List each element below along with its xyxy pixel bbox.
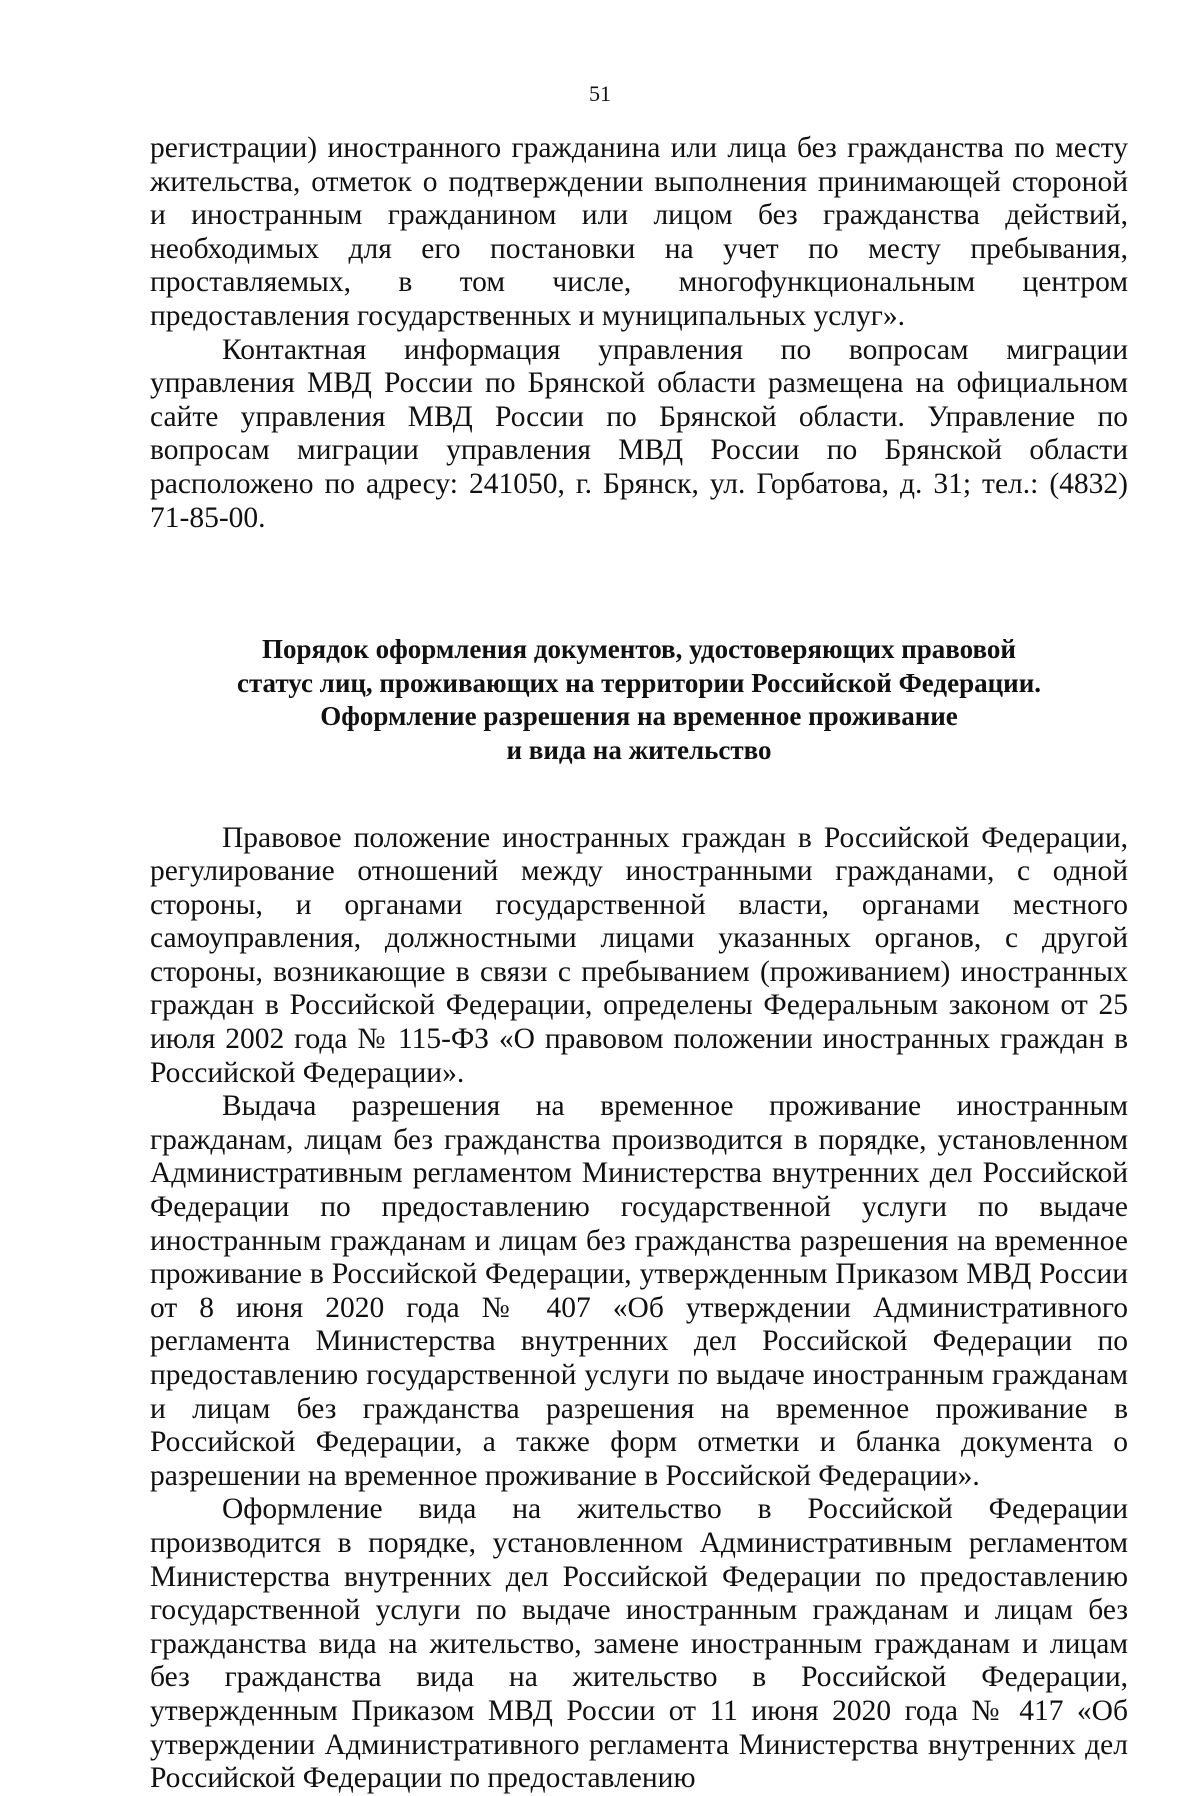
section-heading-line: и вида на жительство (506, 734, 772, 765)
paragraph-contact-info: Контактная информация управления по вопросам миграции управления МВД России по Брянской области размещена на официальном сайте управления МВД России по Брянской области. Управление по вопросам миграции управления МВД России по Брянской области расположено по адресу: 241050, г. Брянск, ул. Горбатова, д. 31; тел.: (4832) 71-85-00. (150, 333, 1128, 534)
paragraph-temporary-residence: Выдача разрешения на временное проживание иностранным гражданам, лицам без гражданства производится в порядке, установленном Административным регламентом Министерства внутренних дел Российской Федерации по предоставлению государственной услуги по выдаче иностранным гражданам и лицам без гражданства разрешения на временное проживание в Российской Федерации, утвержденным Приказом МВД России от 8 июня 2020 года № 407 «Об утверждении Административного регламента Министерства внутренних дел Российской Федерации по предоставлению государственной услуги по выдаче иностранным гражданам и лицам без гражданства разрешения на временное проживание в Российской Федерации, а также форм отметки и бланка документа о разрешении на временное проживание в Российской Федерации». (150, 1090, 1128, 1492)
paragraph-legal-status: Правовое положение иностранных граждан в Российской Федерации, регулирование отношений между иностранными гражданами, с одной стороны, и органами государственной власти, органами местного самоуправления, должностными лицами указанных органов, с другой стороны, возникающие в связи с пребыванием (проживанием) иностранных граждан в Российской Федерации, определены Федеральным законом от 25 июля 2002 года № 115-ФЗ «О правовом положении иностранных граждан в Российской Федерации». (150, 821, 1128, 1089)
section-heading (150, 633, 1128, 767)
page-number: 51 (589, 81, 611, 106)
document-body (150, 132, 1128, 1796)
section-heading-line: Оформление разрешения на временное проживание (320, 701, 958, 732)
section-heading-line: статус лиц, проживающих на территории Российской Федерации. (236, 667, 1041, 698)
section-heading-line: Порядок оформления документов, удостоверяющих правовой (262, 634, 1016, 665)
paragraph-residence-permit: Оформление вида на жительство в Российской Федерации производится в порядке, установленном Административным регламентом Министерства внутренних дел Российской Федерации по предоставлению государственной услуги по выдаче иностранным гражданам и лицам без гражданства вида на жительство, замене иностранным гражданам и лицам без гражданства вида на жительство в Российской Федерации, утвержденным Приказом МВД России от 11 июня 2020 года № 417 «Об утверждении Административного регламента Министерства внутренних дел Российской Федерации по предоставлению (150, 1493, 1128, 1795)
paragraph-continuation: регистрации) иностранного гражданина или лица без гражданства по месту жительства, отметок о подтверждении выполнения принимающей стороной и иностранным гражданином или лицом без гражданства действий, необходимых для его постановки на учет по месту пребывания, проставляемых, в том числе, многофункциональным центром предоставления государственных и муниципальных услуг». (150, 132, 1128, 332)
